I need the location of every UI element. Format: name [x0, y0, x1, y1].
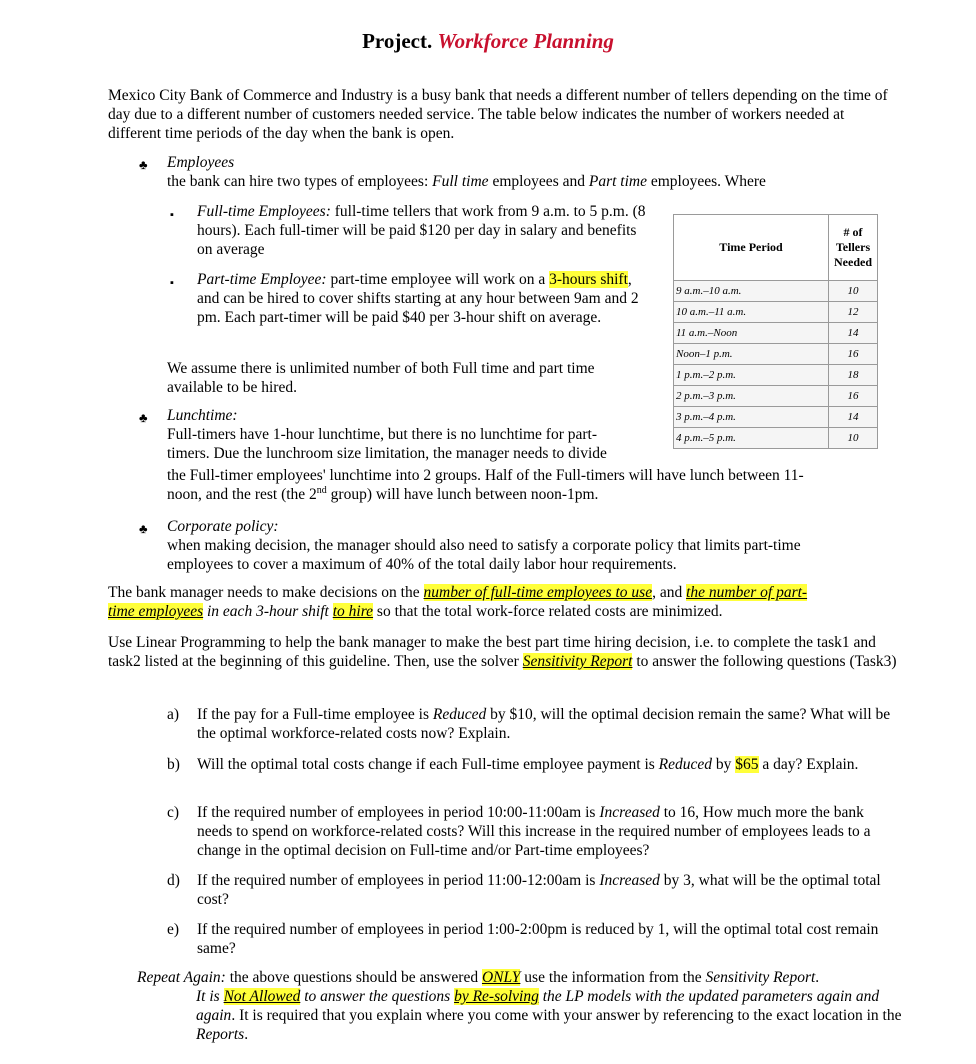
question-b: Will the optimal total costs change if each Full-time employee payment is Reduced by $65 a day? Explain.	[197, 756, 859, 773]
lunch-line-2: timers. Due the lunchroom size limitation, the manager needs to divide	[167, 445, 607, 462]
assumption-text: We assume there is unlimited number of both Full time and part time available to be hired.	[167, 360, 595, 396]
title-prefix: Project.	[362, 29, 433, 53]
question-label: b)	[167, 756, 180, 773]
employees-lead: the bank can hire two types of employees: Full time employees and Part time employees. Where	[167, 173, 766, 190]
decision-paragraph: The bank manager needs to make decisions on the number of full-time employees to use, and the number of part- time employees in each 3-hour shift to hire so that the total work-force related costs are minimized.	[108, 584, 808, 620]
employees-heading: Employees	[167, 154, 235, 171]
question-c: If the required number of employees in period 10:00-11:00am is Increased to 16, How much more the bank needs to spend on workforce-related costs? Will this increase in the required number of employees leads to a change in the optimal decision on Full-time and/or Part-time employees?	[197, 804, 871, 859]
table-row: 3 p.m.–4 p.m. 14	[674, 407, 878, 428]
policy-text: when making decision, the manager should also need to satisfy a corporate policy that limits part-time employees to cover a maximum of 40% of the total daily labor hour requirements.	[167, 537, 801, 573]
intro-paragraph: Mexico City Bank of Commerce and Industry is a busy bank that needs a different number of tellers depending on the time of day due to a different number of customers needed service. The table below indicates the number of workers needed at different time periods of the day when the bank is open.	[108, 87, 888, 142]
lunch-line-3: the Full-timer employees' lunchtime into 2 groups. Half of the Full-timers will have lunch between 11-	[167, 467, 804, 484]
question-d: If the required number of employees in period 11:00-12:00am is Increased by 3, what will be the optimal total cost?	[197, 872, 881, 908]
question-e: If the required number of employees in period 1:00-2:00pm is reduced by 1, will the optimal total cost remain same?	[197, 921, 879, 957]
table-row: 11 a.m.–Noon 14	[674, 323, 878, 344]
full-time-description: Full-time Employees: full-time tellers that work from 9 a.m. to 5 p.m. (8 hours). Each full-timer will be paid $120 per day in salary and benefits on average	[197, 203, 646, 258]
square-bullet-icon: ▪	[170, 277, 174, 289]
linear-programming-paragraph: Use Linear Programming to help the bank manager to make the best part time hiring decision, i.e. to complete the task1 and task2 listed at the beginning of this guideline. Then, use the solver Sensitivity Report to answer the following questions (Task3)	[108, 634, 897, 670]
policy-heading: Corporate policy:	[167, 518, 279, 535]
lunch-line-1: Full-timers have 1-hour lunchtime, but there is no lunchtime for part-	[167, 426, 598, 443]
table-header-tellers: # of Tellers Needed	[829, 215, 878, 281]
table-header-period: Time Period	[674, 215, 829, 281]
question-a: If the pay for a Full-time employee is Reduced by $10, will the optimal decision remain the same? What will be the optimal workforce-related costs now? Explain.	[197, 706, 891, 742]
table-row: 9 a.m.–10 a.m. 10	[674, 281, 878, 302]
question-label: d)	[167, 872, 180, 889]
repeat-note: Repeat Again: the above questions should be answered ONLY use the information from the Sensitivity Report. It is Not Allowed to answer the questions by Re-solving the LP models with the updated parameters again and again. It is required that you explain where you come with your answer by referencing to the exact location in the Reports.	[137, 969, 902, 1043]
lunch-heading: Lunchtime:	[167, 407, 238, 424]
page-title	[0, 28, 976, 54]
lunch-line-4: noon, and the rest (the 2nd group) will have lunch between noon-1pm.	[167, 484, 599, 503]
question-label: c)	[167, 804, 180, 821]
table-row: 1 p.m.–2 p.m. 18	[674, 365, 878, 386]
club-bullet-icon: ♣	[139, 521, 148, 536]
title-highlight: Workforce Planning	[437, 29, 614, 53]
table-row: 4 p.m.–5 p.m. 10	[674, 428, 878, 449]
club-bullet-icon: ♣	[139, 157, 148, 172]
tellers-table	[673, 214, 878, 449]
square-bullet-icon: ▪	[170, 209, 174, 221]
table-row: 10 a.m.–11 a.m. 12	[674, 302, 878, 323]
question-label: e)	[167, 921, 180, 938]
table-row: 2 p.m.–3 p.m. 16	[674, 386, 878, 407]
table-row: Noon–1 p.m. 16	[674, 344, 878, 365]
part-time-description: Part-time Employee: part-time employee will work on a 3-hours shift, and can be hired to cover shifts starting at any hour between 9am and 2 pm. Each part-timer will be paid $40 per 3-hour shift on average.	[197, 271, 639, 326]
question-label: a)	[167, 706, 180, 723]
club-bullet-icon: ♣	[139, 410, 148, 425]
